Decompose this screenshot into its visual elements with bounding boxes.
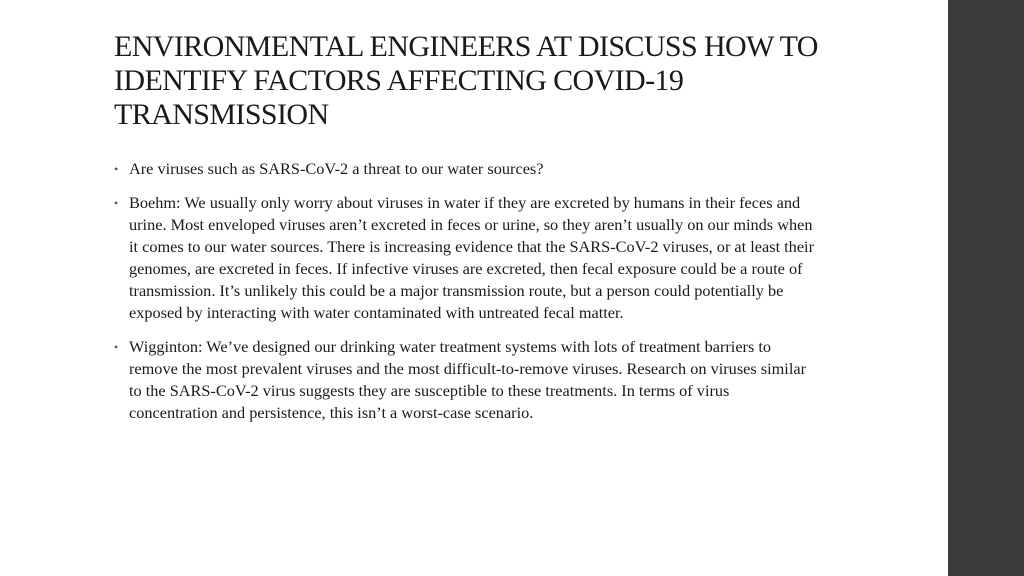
bullet-list: [114, 158, 820, 436]
bullet-item: [114, 192, 820, 324]
bullet-text: Wigginton: We’ve designed our drinking water treatment systems with lots of treatment barriers to remove the most prevalent viruses and the most difficult-to-remove viruses. Research on viruses similar to the SARS-CoV-2 virus suggests they are susceptible to these treatments. In terms of virus concentration and persistence, this isn’t a worst-case scenario.: [129, 337, 807, 422]
bullet-item: [114, 158, 820, 180]
side-accent-bar: [948, 0, 1024, 576]
bullet-icon: •: [114, 340, 119, 354]
bullet-text: Boehm: We usually only worry about viruses in water if they are excreted by humans in their feces and urine. Most enveloped viruses aren’t excreted in feces or urine, so they aren’t usually on our minds when it comes to our water sources. There is increasing evidence that the SARS-CoV-2 viruses, or at least their genomes, are excreted in feces. If infective viruses are excreted, then fecal exposure could be a route of transmission. It’s unlikely this could be a major transmission route, but a person could potentially be exposed by interacting with water contaminated with untreated fecal matter.: [129, 193, 814, 322]
slide-title: ENVIRONMENTAL ENGINEERS AT DISCUSS HOW TO IDENTIFY FACTORS AFFECTING COVID-19 TRANSMISSION: [114, 30, 818, 131]
bullet-icon: •: [114, 162, 119, 176]
bullet-icon: •: [114, 196, 119, 210]
bullet-text: Are viruses such as SARS-CoV-2 a threat to our water sources?: [129, 159, 544, 178]
bullet-item: [114, 336, 820, 424]
